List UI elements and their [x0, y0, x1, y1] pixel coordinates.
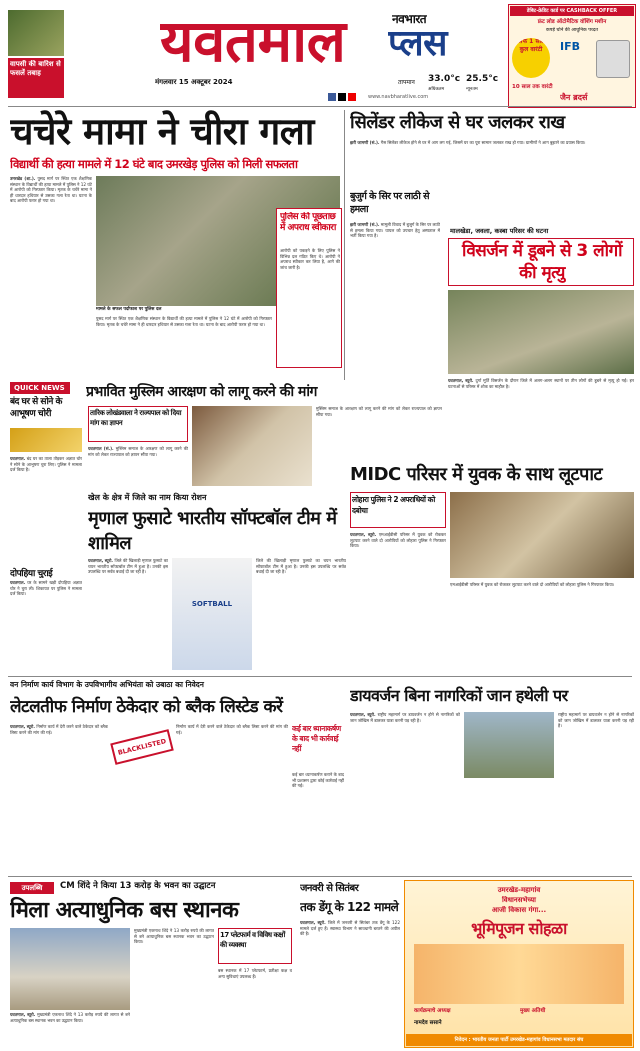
ad-org: नामदेव ससाने — [414, 1020, 442, 1026]
bus-body-box — [10, 1012, 130, 1048]
midc-body-cont: एमआईडीसी परिसर में युवक को रोककर लूटपाट करने वाले दो आरोपियों को लोहारा पुलिस ने गिरफ्तार किया। — [450, 582, 615, 587]
bus-box-title: 17 प्लेटफार्म व विविध कक्षों की व्यवस्था — [220, 931, 285, 949]
brand-bottom: प्लस — [388, 24, 447, 64]
website[interactable]: www.navbharatlive.com — [368, 94, 429, 100]
bus-body: मुख्यमंत्री एकनाथ शिंदे ने 13 करोड़ रुपये की लागत से बने अत्याधुनिक बस स्थानक भवन का उद्घाटन किया। — [10, 1012, 130, 1023]
sports-body: जिले की खिलाड़ी मृणाल फुसाटे का चयन भारतीय सॉफ्टबॉल टीम में हुआ है। उनकी इस उपलब्धि पर सर्वत्र बधाई दी जा रही है। — [88, 558, 168, 575]
midc-dateline: यवतमाल, ब्यूरो. — [350, 532, 377, 537]
facebook-icon[interactable] — [328, 93, 336, 101]
youtube-icon[interactable] — [348, 93, 356, 101]
lead-sidebar-title: पुलिस की पूछताछ में अपराध स्वीकारा — [280, 212, 336, 233]
lead-dateline: उमरखेड (शा.). — [10, 176, 36, 181]
quicknews-item2-body-box — [10, 580, 82, 670]
bus-label: उपलब्धि — [10, 882, 54, 894]
ad-line2: फ्रंट लोड ऑटोमैटिक वॉशिंग मशीन — [537, 19, 607, 25]
bus-box-body: बस स्थानक में 17 प्लेटफार्म, प्रतीक्षा कक्ष व अन्य सुविधाएं उपलब्ध हैं। — [218, 968, 292, 979]
col-divider-1 — [344, 110, 345, 380]
diversion-body-cont: राष्ट्रीय महामार्ग पर डायवर्जन न होने से नागरिकों को जान जोखिम में डालकर यात्रा करनी पड़ रही है। — [558, 712, 634, 729]
sports-body-cont: जिले की खिलाड़ी मृणाल फुसाटे का चयन भारतीय सॉफ्टबॉल टीम में हुआ है। उनकी इस उपलब्धि पर सर्वत्र बधाई दी जा रही है। — [256, 558, 346, 575]
forest-kicker: वन निर्माण कार्य विभाग के उपविभागीय अभियंता को उबाठा का निवेदन — [10, 680, 204, 689]
section-divider-3 — [8, 876, 632, 877]
midc-photo[interactable] — [450, 492, 634, 578]
lead-photo-caption: मामले के सफल पर्दाफाश पर पुलिस दल — [96, 307, 162, 312]
quicknews-item1-body-box — [10, 456, 82, 566]
drowning-headline[interactable]: विसर्जन में डूबने से 3 लोगों की मृत्यु — [461, 241, 623, 283]
cylinder-dateline: झरी जामणी (सं.). — [350, 140, 380, 145]
forest-dateline: यवतमाल, ब्यूरो. — [10, 724, 35, 729]
cylinder-body: गैस सिलेंडर लीकेज होने से घर में आग लग गई, जिसमें घर का पूरा सामान जलकर राख हो गया। ग्रामीणों ने आग बुझाने का प्रयास किया। — [380, 140, 586, 145]
sports-kicker: खेल के क्षेत्र में जिले का नाम किया रोशन — [88, 493, 207, 502]
teaser-top — [8, 10, 64, 56]
masthead-title: यवतमाल — [160, 8, 346, 74]
drowning-tag: मालखेडा, जवला, कस्बा परिसर की घटना — [450, 227, 549, 235]
reservation-dateline: यवतमाल (सं.). — [88, 446, 114, 451]
quicknews-item1-body: बंद घर का ताला तोड़कर अज्ञात चोर ने सोने के आभूषण चुरा लिए। पुलिस ने मामला दर्ज किया है। — [10, 456, 82, 473]
x-icon[interactable] — [338, 93, 346, 101]
diversion-photo[interactable] — [464, 712, 554, 778]
reservation-body: मुस्लिम समाज के आरक्षण को लागू करने की मांग को लेकर राज्यपाल को ज्ञापन सौंपा गया। — [88, 446, 188, 457]
forest-body: निर्माण कार्य में देरी करने वाले ठेकेदार को ब्लैक लिस्ट करने की मांग की गई। — [10, 724, 108, 735]
dengue-headline[interactable]: तक डेंगू के 122 मामले — [300, 900, 399, 914]
brand-top: नवभारत — [392, 12, 427, 24]
sports-dateline: यवतमाल, ब्यूरो. — [88, 558, 113, 563]
bus-headline[interactable]: मिला अत्याधुनिक बस स्थानक — [10, 898, 239, 923]
ad-line3: कपड़े धोने की आधुनिक पध्दत — [545, 28, 599, 33]
forest-body-cont: निर्माण कार्य में देरी करने वाले ठेकेदार को ब्लैक लिस्ट करने की मांग की गई। — [176, 724, 288, 735]
midc-body: एमआईडीसी परिसर में युवक को रोककर लूटपाट करने वाले दो आरोपियों को लोहारा पुलिस ने गिरफ्तार किया। — [350, 532, 446, 549]
elder-headline[interactable]: बुजुर्ग के सिर पर लाठी से हमला — [350, 191, 430, 215]
forest-side-body: कई बार ध्यानाकर्षण कराने के बाद भी प्रशासन द्वारा कोई कार्रवाई नहीं की गई। — [292, 772, 344, 789]
quicknews-label: QUICK NEWS — [10, 382, 70, 394]
dengue-dateline: यवतमाल, ब्यूरो. — [300, 920, 326, 925]
ad-line-2: विधानसभेच्या — [501, 896, 536, 904]
lead-sidebar-body: आरोपी को पकड़ने के लिए पुलिस ने विभिन्न दल गठित किए थे। आरोपी ने अपराध स्वीकार कर लिया है, आगे की जांच जारी है। — [280, 248, 340, 270]
drowning-body: दुर्गा मूर्ति विसर्जन के दौरान जिले में अलग-अलग स्थानों पर तीन लोगों की डूबने से मृत्यु हो गई। इन घटनाओं से परिसर में शोक का माहौल है। — [448, 378, 634, 389]
reservation-box-title: तारिक लोखंडवाला ने राज्यपाल को दिया मांग का ज्ञापन — [90, 409, 182, 427]
lead-body-cont: पुसद मार्ग पर स्थित एक शैक्षणिक संस्थान के विद्यार्थी की हत्या मामले में पुलिस ने 12 घंटे में आरोपी को गिरफ्तार किया। मृतक के चचेरे मामा ने ही धारदार हथियार से उसका गला रेता था। घटना के बाद आरोपी फरार हो गया था। — [96, 316, 272, 327]
reservation-body-cont: मुस्लिम समाज के आरक्षण को लागू करने की मांग को लेकर राज्यपाल को ज्ञापन सौंपा गया। — [316, 406, 442, 417]
sports-headline[interactable]: मृणाल फुसाटे भारतीय सॉफ्टबॉल टीम में शामिल — [88, 508, 337, 554]
masthead-divider — [8, 106, 632, 107]
temp-min-label: न्यूनतम — [466, 87, 478, 92]
quicknews-item1-dateline: यवतमाल. — [10, 456, 26, 461]
forest-stamp: BLACKLISTED — [110, 729, 174, 765]
bus-body-cont: मुख्यमंत्री एकनाथ शिंदे ने 13 करोड़ रुपये की लागत से बने अत्याधुनिक बस स्थानक भवन का उद्घाटन किया। — [134, 928, 214, 945]
temp-label: तापमान — [398, 79, 415, 86]
midc-headline[interactable]: MIDC परिसर में युवक के साथ लूटपाट — [350, 464, 603, 485]
elder-body: मामूली विवाद में बुजुर्ग के सिर पर लाठी से हमला किया गया। घायल को उपचार हेतु अस्पताल में भर्ती किया गया है। — [350, 222, 440, 239]
quicknews-item1-photo — [10, 428, 82, 452]
sports-jersey: SOFTBALL — [191, 600, 233, 608]
cylinder-headline[interactable]: सिलेंडर लीकेज से घर जलकर राख — [350, 112, 565, 133]
washing-machine — [596, 40, 630, 78]
bus-dateline: यवतमाल, ब्यूरो. — [10, 1012, 36, 1017]
bus-kicker: CM शिंदे ने किया 13 करोड़ के भवन का उद्घाटन — [60, 881, 216, 891]
ad-line-1: उमरखेड-महागांव — [497, 886, 541, 894]
ad-title: भूमिपूजन सोहळा — [471, 919, 567, 938]
diversion-headline[interactable]: डायवर्जन बिना नागरिकों जान हथेली पर — [350, 686, 568, 705]
ad-line1: डेबिट-क्रेडिट कार्ड पर CASHBACK OFFER — [510, 6, 634, 16]
lead-headline[interactable]: चचेरे मामा ने चीरा गला — [10, 110, 314, 153]
masthead-date: मंगलवार 15 अक्टूबर 2024 — [155, 78, 233, 86]
reservation-photo[interactable] — [192, 406, 312, 486]
lead-subhead: विद्यार्थी की हत्या मामले में 12 घंटे बाद उमरखेड़ पुलिस को मिली सफलता — [10, 157, 298, 171]
midc-box-title: लोहारा पुलिस ने 2 अपराधियों को दबोचा — [352, 495, 435, 515]
drowning-photo[interactable] — [448, 290, 634, 374]
quicknews-item2-dateline: यवतमाल. — [10, 580, 26, 585]
elder-dateline: झरी जामणी (सं.). — [350, 222, 380, 227]
elder-body-box — [350, 222, 440, 342]
ad-store: जैन ब्रदर्स — [560, 93, 588, 102]
ad-slot: कार्यक्रमाचे अध्यक्ष — [414, 1008, 451, 1014]
temp-min: 25.5°c — [466, 74, 499, 84]
teaser-text[interactable]: वापसी की बारिश से फसलें तबाह — [10, 60, 61, 77]
ad-chief-guest: मुख्य अतिथी — [520, 1008, 546, 1014]
lead-body — [10, 176, 92, 372]
forest-body-box — [10, 724, 108, 874]
midc-body-box — [350, 532, 446, 672]
sports-photo[interactable] — [172, 558, 252, 670]
ad-brand: IFB — [560, 40, 580, 53]
ad-leaders-photo — [414, 944, 624, 1004]
ad-warranty: 10 साल तक वारंटी — [512, 84, 553, 90]
cylinder-body-box — [350, 140, 632, 188]
bus-photo[interactable] — [10, 928, 130, 1010]
dengue-kicker: जनवरी से सितंबर — [300, 883, 359, 894]
forest-headline[interactable]: लेटलतीफ निर्माण ठेकेदार को ब्लैक लिस्टेड करें — [10, 697, 283, 717]
quicknews-item2-title[interactable]: दोपहिया चुराई — [10, 569, 53, 578]
diversion-body: राष्ट्रीय महामार्ग पर डायवर्जन न होने से नागरिकों को जान जोखिम में डालकर यात्रा करनी पड़ रही है। — [350, 712, 460, 723]
lead-body-text: पुसद मार्ग पर स्थित एक शैक्षणिक संस्थान के विद्यार्थी की हत्या मामले में पुलिस ने 12 घंटे में आरोपी को गिरफ्तार किया। मृतक के चचेरे मामा ने ही धारदार हथियार से उसका गला रेता था। घटना के बाद आरोपी फरार हो गया था। — [10, 176, 92, 204]
temp-max-label: अधिकतम — [428, 87, 445, 92]
ad-badge: सिर्फ 1 साल कुल वारंटी — [512, 38, 550, 78]
diversion-body-box — [350, 712, 460, 872]
temp-max: 33.0°c — [428, 74, 461, 84]
dengue-body: जिले में जनवरी से सितंबर तक डेंगू के 122 मामले दर्ज हुए हैं। स्वास्थ्य विभाग ने सावधानी बरतने की अपील की है। — [300, 920, 400, 937]
ad-footer: निवेदन : भारतीय जनता पार्टी उमरखेड-महागांव विधानसभा मतदार संघ — [406, 1034, 632, 1046]
forest-side-title: कई बार ध्यानाकर्षण के बाद भी कार्रवाई नहीं — [292, 724, 341, 753]
diversion-dateline: यवतमाल, ब्यूरो. — [350, 712, 376, 717]
quicknews-item2-body: घर के सामने खड़ी दोपहिया अज्ञात चोर ने चुरा ली। शिकायत पर पुलिस ने मामला दर्ज किया। — [10, 580, 82, 597]
sports-body-box — [88, 558, 168, 670]
dengue-body-box — [300, 920, 400, 1046]
ad-line-3: आजी विकास गंगा... — [491, 906, 547, 914]
drowning-dateline: यवतमाल, ब्यूरो. — [448, 378, 474, 383]
reservation-headline[interactable]: प्रभावित मुस्लिम आरक्षण को लागू करने की मांग — [86, 384, 317, 400]
quicknews-item1-title[interactable]: बंद घर से सोने के आभूषण चोरी — [10, 397, 62, 419]
section-divider-2 — [8, 676, 632, 677]
drowning-body-box — [448, 378, 634, 458]
